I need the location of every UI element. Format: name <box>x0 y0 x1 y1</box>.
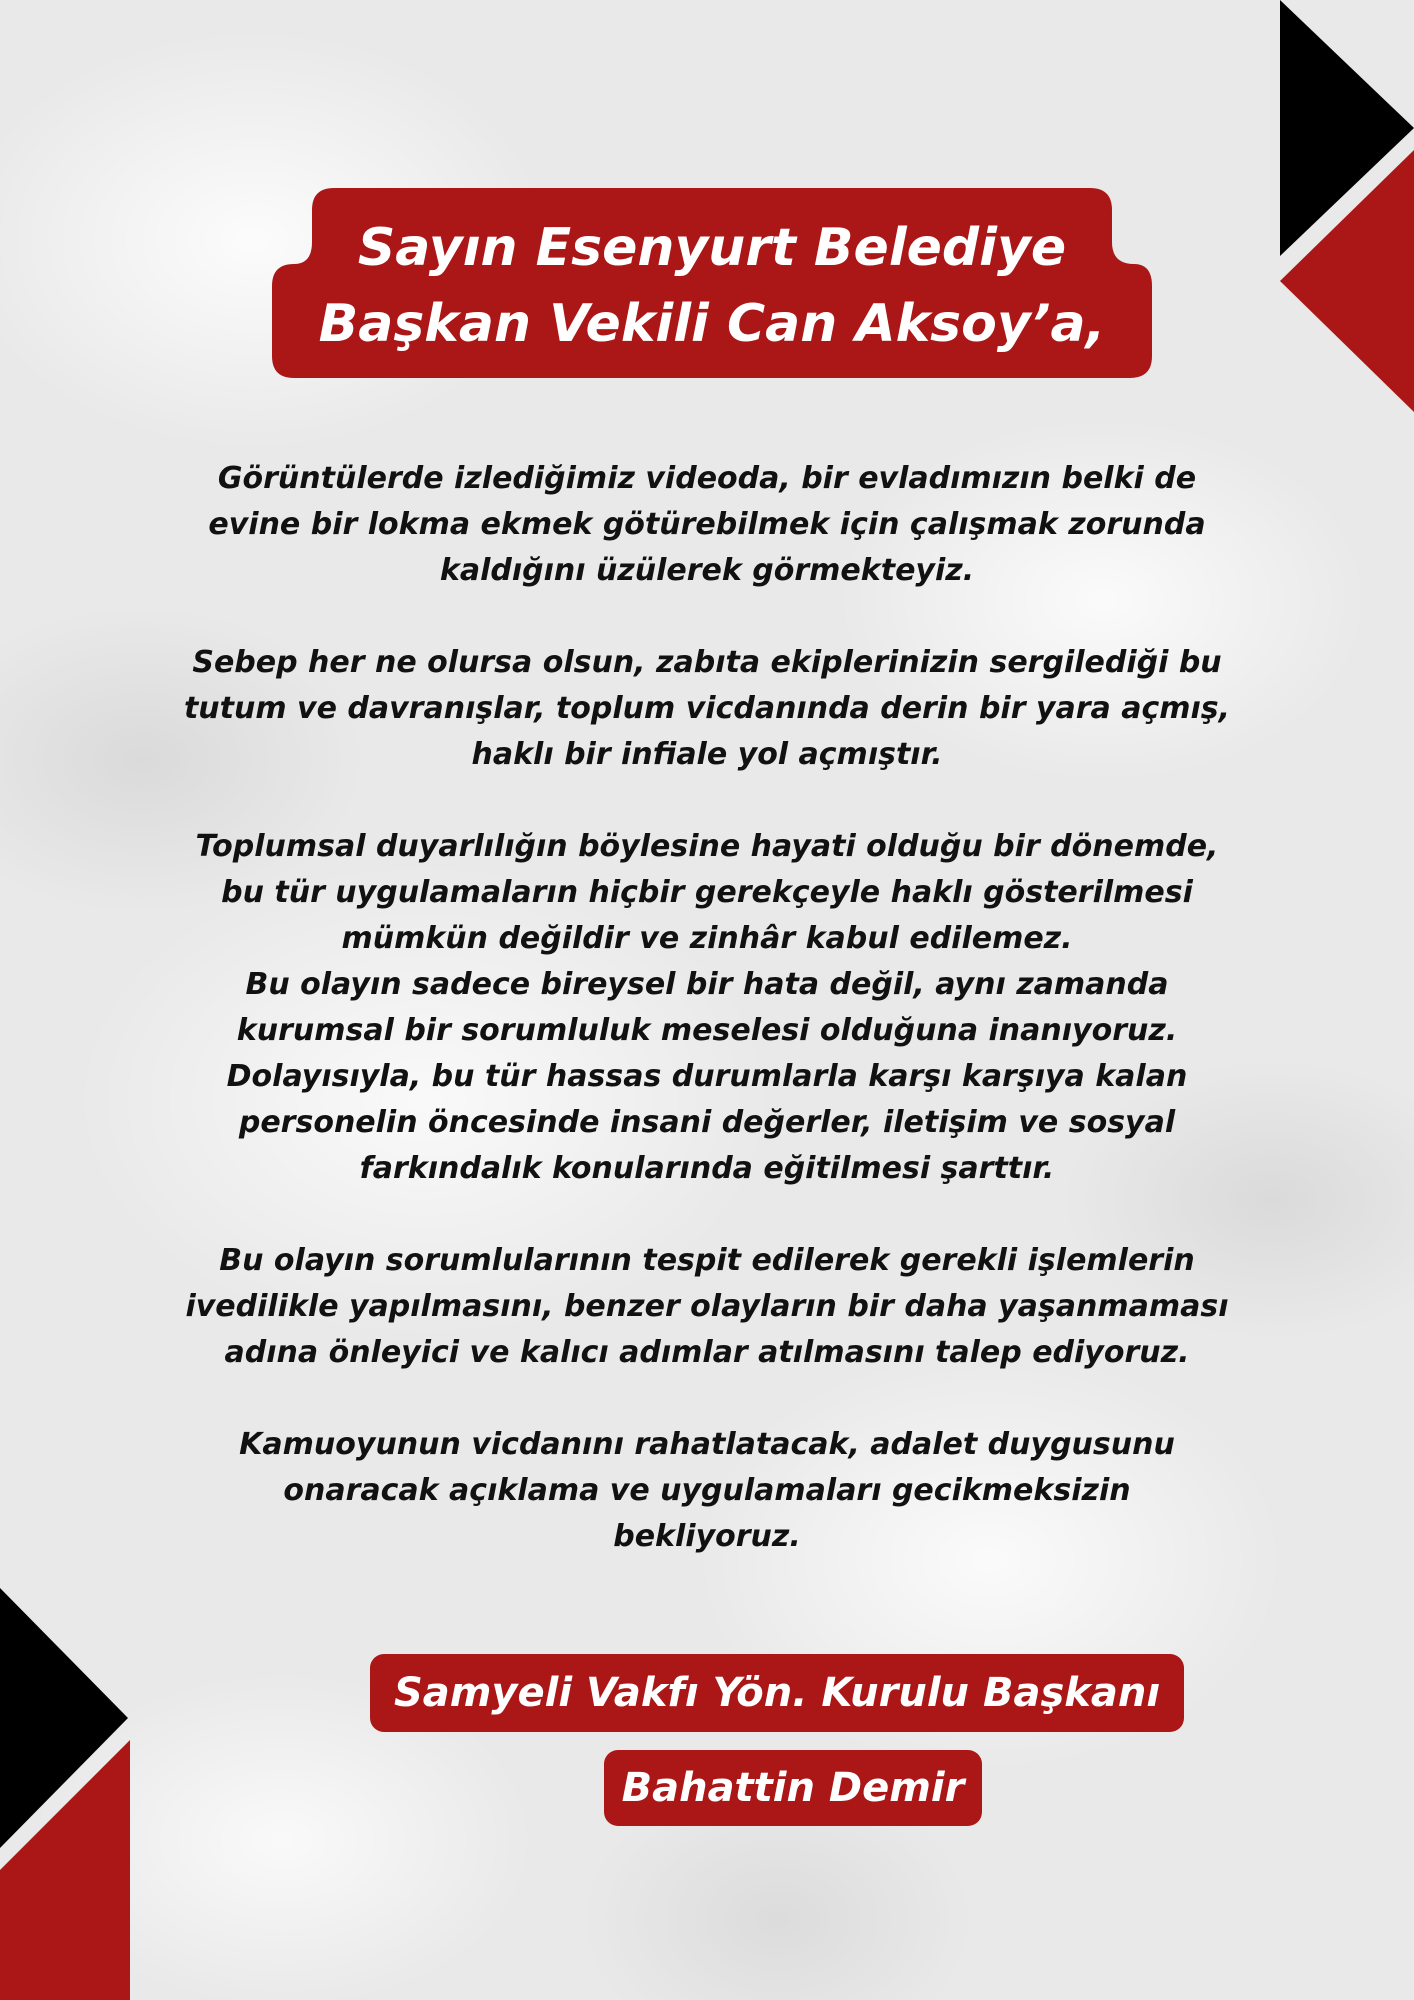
text-line: Bu olayın sadece bireysel bir hata değil, aynı zamanda <box>245 967 1169 1002</box>
text-line: kaldığını üzülerek görmekteyiz. <box>439 553 975 588</box>
text-line: tutum ve davranışlar, toplum vicdanında derin bir yara açmış, <box>183 691 1231 726</box>
signature-name: Bahattin Demir <box>604 1750 982 1826</box>
top-right-corner-decoration <box>1280 0 1414 412</box>
text-line: bekliyoruz. <box>613 1519 801 1554</box>
text-line: evine bir lokma ekmek götürebilmek için çalışmak zorunda <box>208 507 1206 542</box>
bottom-left-corner-decoration <box>0 1588 130 2000</box>
paragraph-2 <box>120 640 1294 778</box>
letter-body <box>120 456 1294 1560</box>
text-line: Bu olayın sorumlularının tespit edilerek gerekli işlemlerin <box>219 1243 1195 1278</box>
paragraph-4 <box>120 1238 1294 1376</box>
paragraph-3 <box>120 824 1294 1192</box>
text-line: bu tür uygulamaların hiçbir gerekçeyle haklı gösterilmesi <box>221 875 1193 910</box>
text-line: Sebep her ne olursa olsun, zabıta ekiplerinizin sergilediği bu <box>192 645 1222 680</box>
title-line-2: Başkan Vekili Can Aksoy’a, <box>318 294 1106 354</box>
text-line: Dolayısıyla, bu tür hassas durumlarla karşı karşıya kalan <box>226 1059 1188 1094</box>
text-line: farkındalık konularında eğitilmesi şarttır. <box>359 1151 1055 1186</box>
text-line: Kamuoyunun vicdanını rahatlatacak, adalet duygusunu <box>239 1427 1175 1462</box>
text-line: Toplumsal duyarlılığın böylesine hayati olduğu bir dönemde, <box>195 829 1219 864</box>
text-line: haklı bir infiale yol açmıştır. <box>471 737 943 772</box>
text-line: Görüntülerde izlediğimiz videoda, bir evladımızın belki de <box>217 461 1197 496</box>
text-line: ivedilikle yapılmasını, benzer olayların bir daha yaşanmaması <box>185 1289 1229 1324</box>
text-line: onaracak açıklama ve uygulamaları gecikmeksizin <box>283 1473 1131 1508</box>
paragraph-1 <box>120 456 1294 594</box>
text-line: kurumsal bir sorumluluk meselesi olduğuna inanıyoruz. <box>236 1013 1178 1048</box>
text-line: personelin öncesinde insani değerler, iletişim ve sosyal <box>238 1105 1176 1140</box>
text-line: adına önleyici ve kalıcı adımlar atılmasını talep ediyoruz. <box>224 1335 1190 1370</box>
page-title <box>272 210 1152 362</box>
paragraph-5 <box>120 1422 1294 1560</box>
signature-title: Samyeli Vakfı Yön. Kurulu Başkanı <box>370 1654 1184 1732</box>
letter-header <box>272 188 1152 378</box>
title-line-1: Sayın Esenyurt Belediye <box>357 218 1067 278</box>
text-line: mümkün değildir ve zinhâr kabul edilemez. <box>341 921 1073 956</box>
